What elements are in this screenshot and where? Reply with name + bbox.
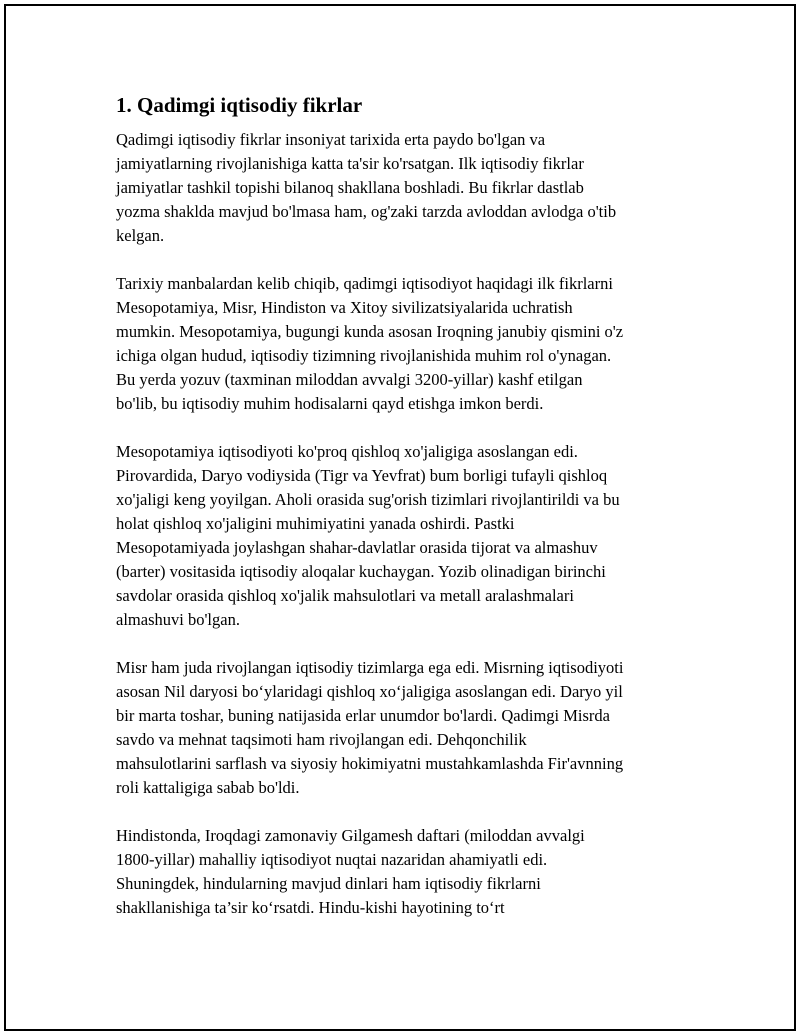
paragraph-line: almashuvi bo'lgan. bbox=[116, 610, 240, 629]
paragraph-line: Mesopotamiyada joylashgan shahar-davlatlar orasida tijorat va almashuv bbox=[116, 538, 598, 557]
paragraph-line: mahsulotlarini sarflash va siyosiy hokimiyatni mustahkamlashda Fir'avnning bbox=[116, 754, 624, 773]
paragraph-line: Hindistonda, Iroqdagi zamonaviy Gilgamesh daftari (miloddan avvalgi bbox=[116, 826, 585, 845]
paragraph-line: roli kattaligiga sabab bo'ldi. bbox=[116, 778, 300, 797]
paragraph-line: Pirovardida, Daryo vodiysida (Tigr va Yevfrat) bum borligi tufayli qishloq bbox=[116, 466, 608, 485]
document-body bbox=[116, 92, 696, 944]
paragraph-line: Mesopotamiya iqtisodiyoti ko'proq qishloq xo'jaligiga asoslangan edi. bbox=[116, 442, 578, 461]
section-heading: 1. Qadimgi iqtisodiy fikrlar bbox=[116, 93, 363, 117]
paragraph-2 bbox=[116, 272, 696, 416]
paragraph-line: Qadimgi iqtisodiy fikrlar insoniyat tarixida erta paydo bo'lgan va bbox=[116, 130, 546, 149]
paragraph-line: asosan Nil daryosi bo‘ylaridagi qishloq xo‘jaligiga asoslangan edi. Daryo yil bbox=[116, 682, 623, 701]
paragraph-line: (barter) vositasida iqtisodiy aloqalar kuchaygan. Yozib olinadigan birinchi bbox=[116, 562, 606, 581]
paragraph-line: jamiyatlarning rivojlanishiga katta ta'sir ko'rsatgan. Ilk iqtisodiy fikrlar bbox=[116, 154, 584, 173]
paragraph-line: shakllanishiga ta’sir ko‘rsatdi. Hindu-kishi hayotining to‘rt bbox=[116, 898, 505, 917]
paragraph-line: Tarixiy manbalardan kelib chiqib, qadimgi iqtisodiyot haqidagi ilk fikrlarni bbox=[116, 274, 613, 293]
paragraph-3 bbox=[116, 440, 696, 632]
paragraph-line: jamiyatlar tashkil topishi bilanoq shakllana boshladi. Bu fikrlar dastlab bbox=[116, 178, 584, 197]
paragraph-line: savdolar orasida qishloq xo'jalik mahsulotlari va metall aralashmalari bbox=[116, 586, 574, 605]
paragraph-line: kelgan. bbox=[116, 226, 165, 245]
paragraph-line: Misr ham juda rivojlangan iqtisodiy tizimlarga ega edi. Misrning iqtisodiyoti bbox=[116, 658, 624, 677]
paragraph-line: ichiga olgan hudud, iqtisodiy tizimning rivojlanishida muhim rol o'ynagan. bbox=[116, 346, 612, 365]
paragraph-line: xo'jaligi keng yoyilgan. Aholi orasida sug'orish tizimlari rivojlantirildi va bu bbox=[116, 490, 620, 509]
paragraph-line: holat qishloq xo'jaligini muhimiyatini yanada oshirdi. Pastki bbox=[116, 514, 515, 533]
paragraph-5 bbox=[116, 824, 696, 920]
paragraph-line: bo'lib, bu iqtisodiy muhim hodisalarni qayd etishga imkon berdi. bbox=[116, 394, 544, 413]
paragraph-line: Shuningdek, hindularning mavjud dinlari ham iqtisodiy fikrlarni bbox=[116, 874, 541, 893]
paragraph-line: 1800-yillar) mahalliy iqtisodiyot nuqtai nazaridan ahamiyatli edi. bbox=[116, 850, 548, 869]
paragraph-line: Mesopotamiya, Misr, Hindiston va Xitoy sivilizatsiyalarida uchratish bbox=[116, 298, 573, 317]
paragraph-line: Bu yerda yozuv (taxminan miloddan avvalgi 3200-yillar) kashf etilgan bbox=[116, 370, 583, 389]
paragraph-1 bbox=[116, 128, 696, 248]
paragraph-4 bbox=[116, 656, 696, 800]
paragraph-line: yozma shaklda mavjud bo'lmasa ham, og'zaki tarzda avloddan avlodga o'tib bbox=[116, 202, 617, 221]
paragraph-line: bir marta toshar, buning natijasida erlar unumdor bo'lardi. Qadimgi Misrda bbox=[116, 706, 610, 725]
paragraph-line: mumkin. Mesopotamiya, bugungi kunda asosan Iroqning janubiy qismini o'z bbox=[116, 322, 624, 341]
paragraph-line: savdo va mehnat taqsimoti ham rivojlangan edi. Dehqonchilik bbox=[116, 730, 527, 749]
